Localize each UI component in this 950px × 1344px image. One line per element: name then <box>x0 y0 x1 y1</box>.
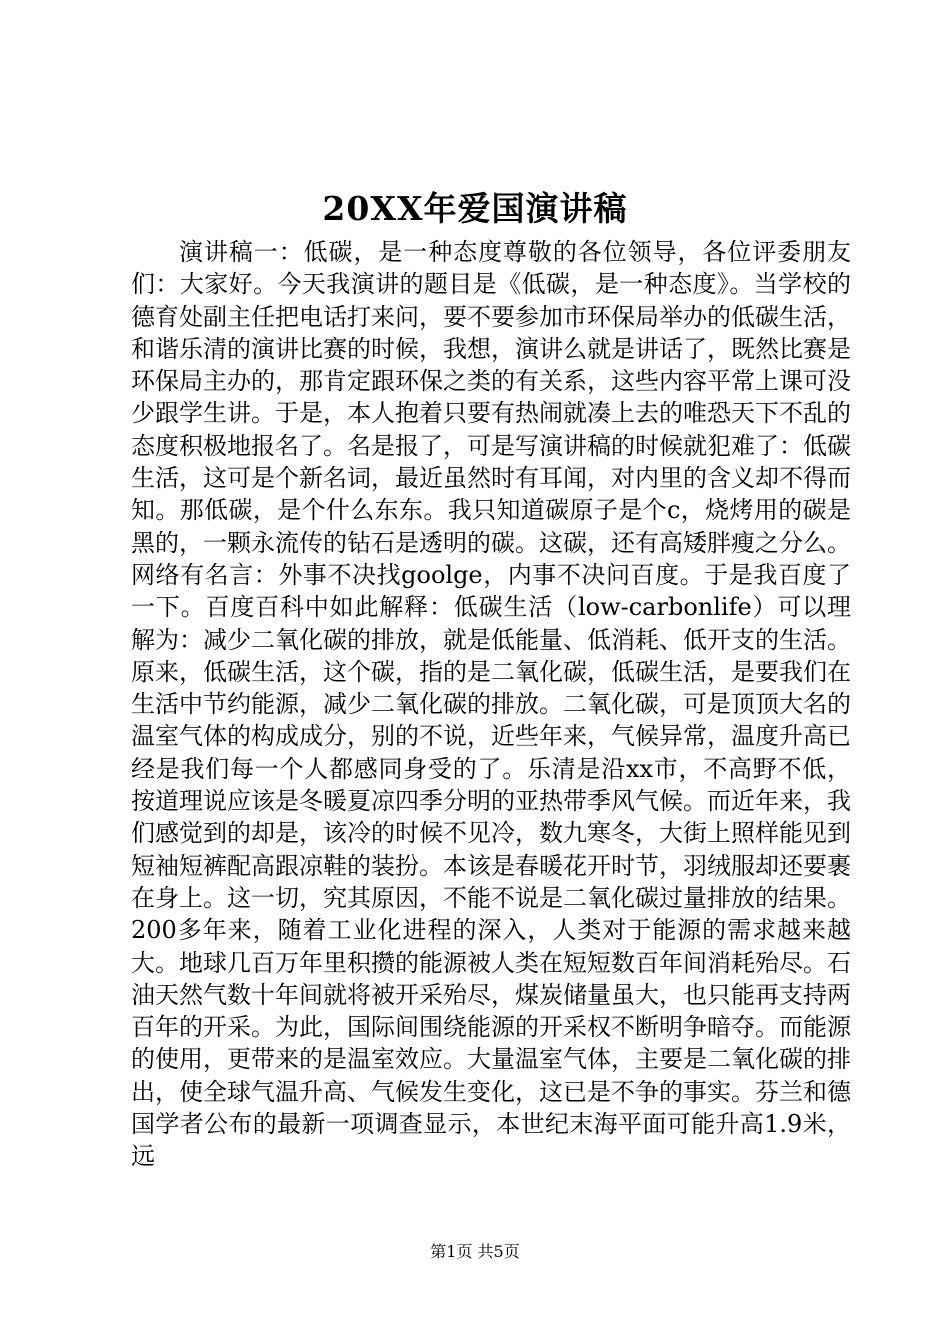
page-number-footer: 第1页 共5页 <box>430 1242 520 1261</box>
document-title: 20XX年爱国演讲稿 <box>322 189 628 228</box>
body-paragraph: 演讲稿一：低碳，是一种态度尊敬的各位领导，各位评委朋友们：大家好。今天我演讲的题目是《低碳，是一种态度》。当学校的德育处副主任把电话打来问，要不要参加市环保局举办的低碳生活，和谐乐清的演讲比赛的时候，我想，演讲么就是讲话了，既然比赛是环保局主办的，那肯定跟环保之类的有关系，这些内容平常上课可没少跟学生讲。于是，本人抱着只要有热闹就凑上去的唯恐天下不乱的态度积极地报名了。名是报了，可是写演讲稿的时候就犯难了：低碳生活，这可是个新名词，最近虽然时有耳闻，对内里的含义却不得而知。那低碳，是个什么东东。我只知道碳原子是个c，烧烤用的碳是黑的，一颗永流传的钻石是透明的碳。这碳，还有高矮胖瘦之分么。网络有名言：外事不决找goolge，内事不决问百度。于是我百度了一下。百度百科中如此解释：低碳生活（low-carbonlife）可以理解为：减少二氧化碳的排放，就是低能量、低消耗、低开支的生活。原来，低碳生活，这个碳，指的是二氧化碳，低碳生活，是要我们在生活中节约能源，减少二氧化碳的排放。二氧化碳，可是顶顶大名的温室气体的构成成分，别的不说，近些年来，气候异常，温度升高已经是我们每一个人都感同身受的了。乐清是沿xx市，不高野不低，按道理说应该是冬暖夏凉四季分明的亚热带季风气候。而近年来，我们感觉到的却是，该冷的时候不见冷，数九寒冬，大街上照样能见到短袖短裤配高跟凉鞋的装扮。本该是春暖花开时节，羽绒服却还要裹在身上。这一切，究其原因，不能不说是二氧化碳过量排放的结果。200多年来，随着工业化进程的深入，人类对于能源的需求越来越大。地球几百万年里积攒的能源被人类在短短数百年间消耗殆尽。石油天然气数十年间就将被开采殆尽，煤炭储量虽大，也只能再支持两百年的开采。为此，国际间围绕能源的开采权不断明争暗夺。而能源的使用，更带来的是温室效应。大量温室气体，主要是二氧化碳的排出，使全球气温升高、气候发生变化，这已是不争的事实。芬兰和德国学者公布的最新一项调查显示，本世纪末海平面可能升高1.9米，远 <box>131 238 851 1171</box>
